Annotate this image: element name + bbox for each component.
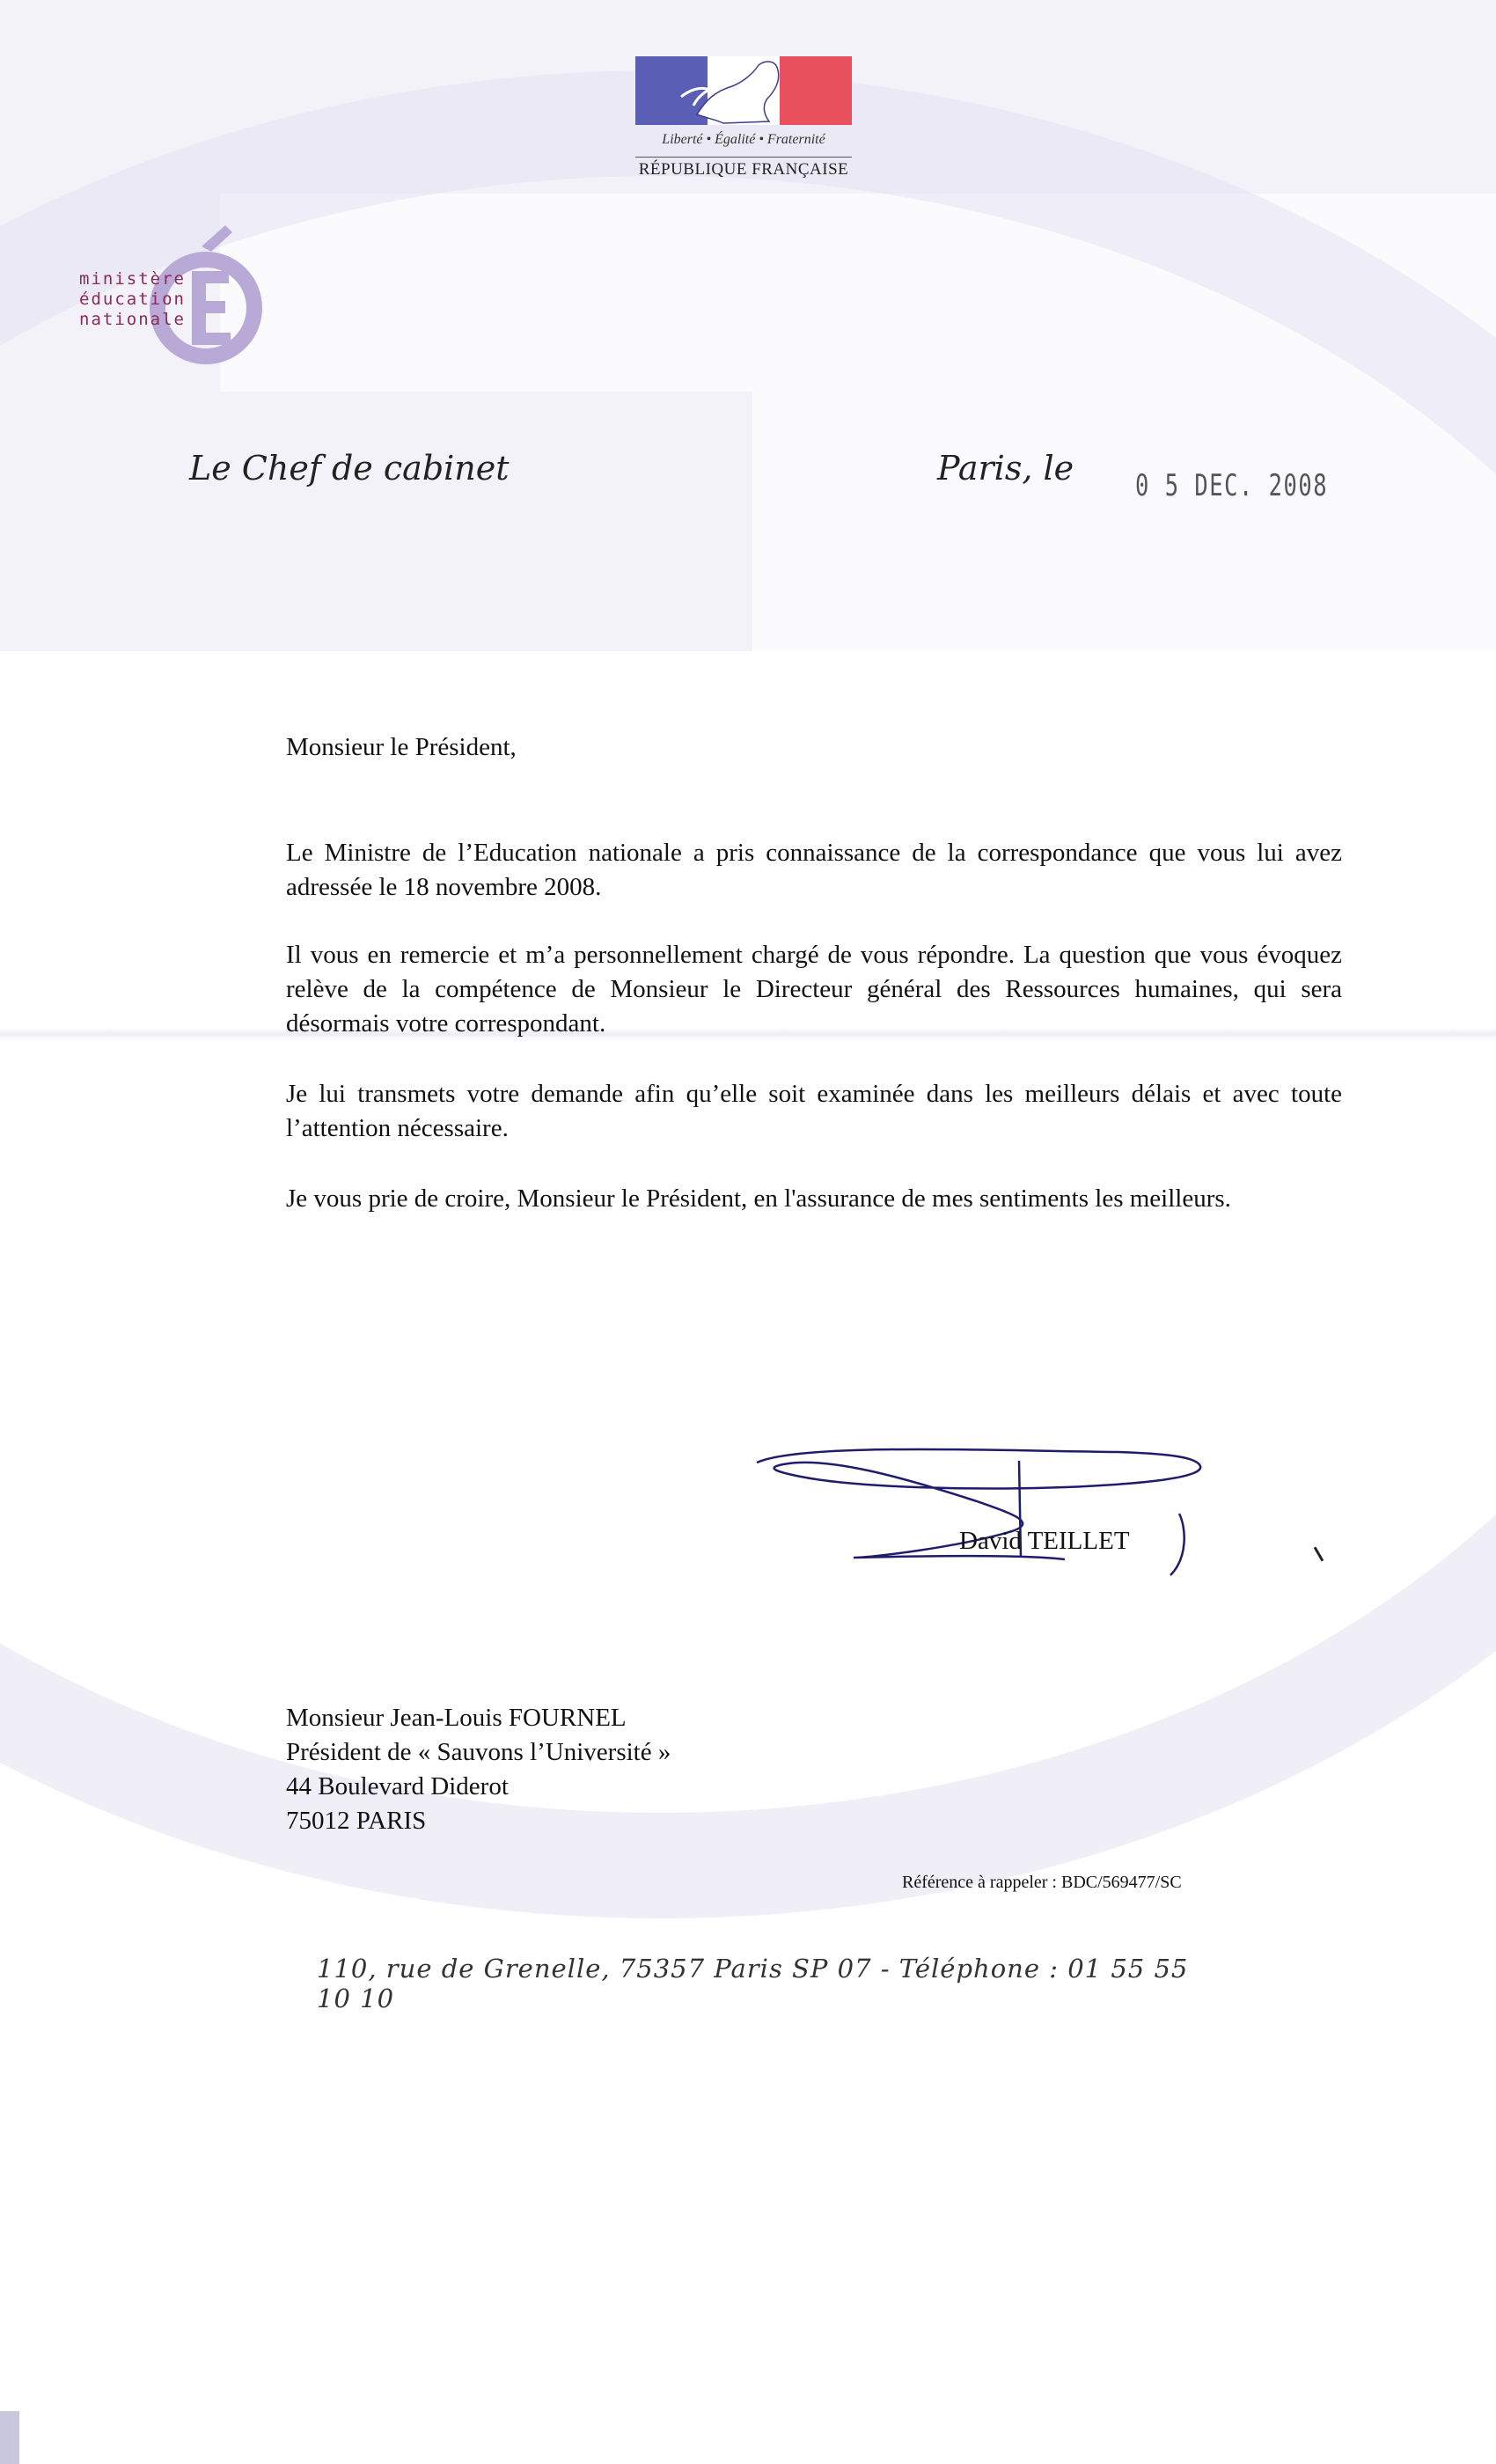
republic-name: RÉPUBLIQUE FRANÇAISE [635, 157, 852, 180]
paragraph: Je lui transmets votre demande afin qu’elle soit examinée dans les meilleurs délais et avec toute l’attention nécessaire. [286, 1080, 1342, 1142]
ministry-line: ministère [79, 269, 186, 289]
reference-number: Référence à rappeler : BDC/569477/SC [902, 1873, 1182, 1892]
handwritten-signature [748, 1426, 1223, 1584]
place-label: Paris, le [937, 449, 1074, 488]
paragraph: Je vous prie de croire, Monsieur le Président, en l'assurance de mes sentiments les meilleurs. [286, 1184, 1231, 1213]
salutation: Monsieur le Président, [286, 733, 517, 761]
republic-motto: Liberté • Égalité • Fraternité [662, 132, 825, 147]
paragraph: Il vous en remercie et m’a personnellement chargé de vous répondre. La question que vous évoquez relève de la compétence de Monsieur le Directeur général des Ressources humaines, qui sera désormais votre correspondant. [286, 941, 1342, 1038]
address-line: 44 Boulevard Diderot [286, 1772, 509, 1800]
sender-title: Le Chef de cabinet [189, 449, 510, 488]
footer-address: 110, rue de Grenelle, 75357 Paris SP 07 - Téléphone : 01 55 55 10 10 [317, 1954, 1189, 2013]
ministry-line: éducation [79, 290, 186, 309]
date-stamp: 0 5 DEC. 2008 [1135, 468, 1329, 503]
signer-name: David TEILLET [959, 1527, 1130, 1555]
recipient-address [286, 1701, 671, 1838]
address-line: Monsieur Jean-Louis FOURNEL [286, 1704, 627, 1732]
ministry-line: nationale [79, 310, 186, 329]
scan-edge [0, 2411, 19, 2464]
ministry-text [79, 269, 186, 330]
address-line: 75012 PARIS [286, 1807, 427, 1835]
address-line: Président de « Sauvons l’Université » [286, 1738, 671, 1766]
paragraph: Le Ministre de l’Education nationale a pris connaissance de la correspondance que vous lui avez adressée le 18 novembre 2008. [286, 839, 1342, 901]
